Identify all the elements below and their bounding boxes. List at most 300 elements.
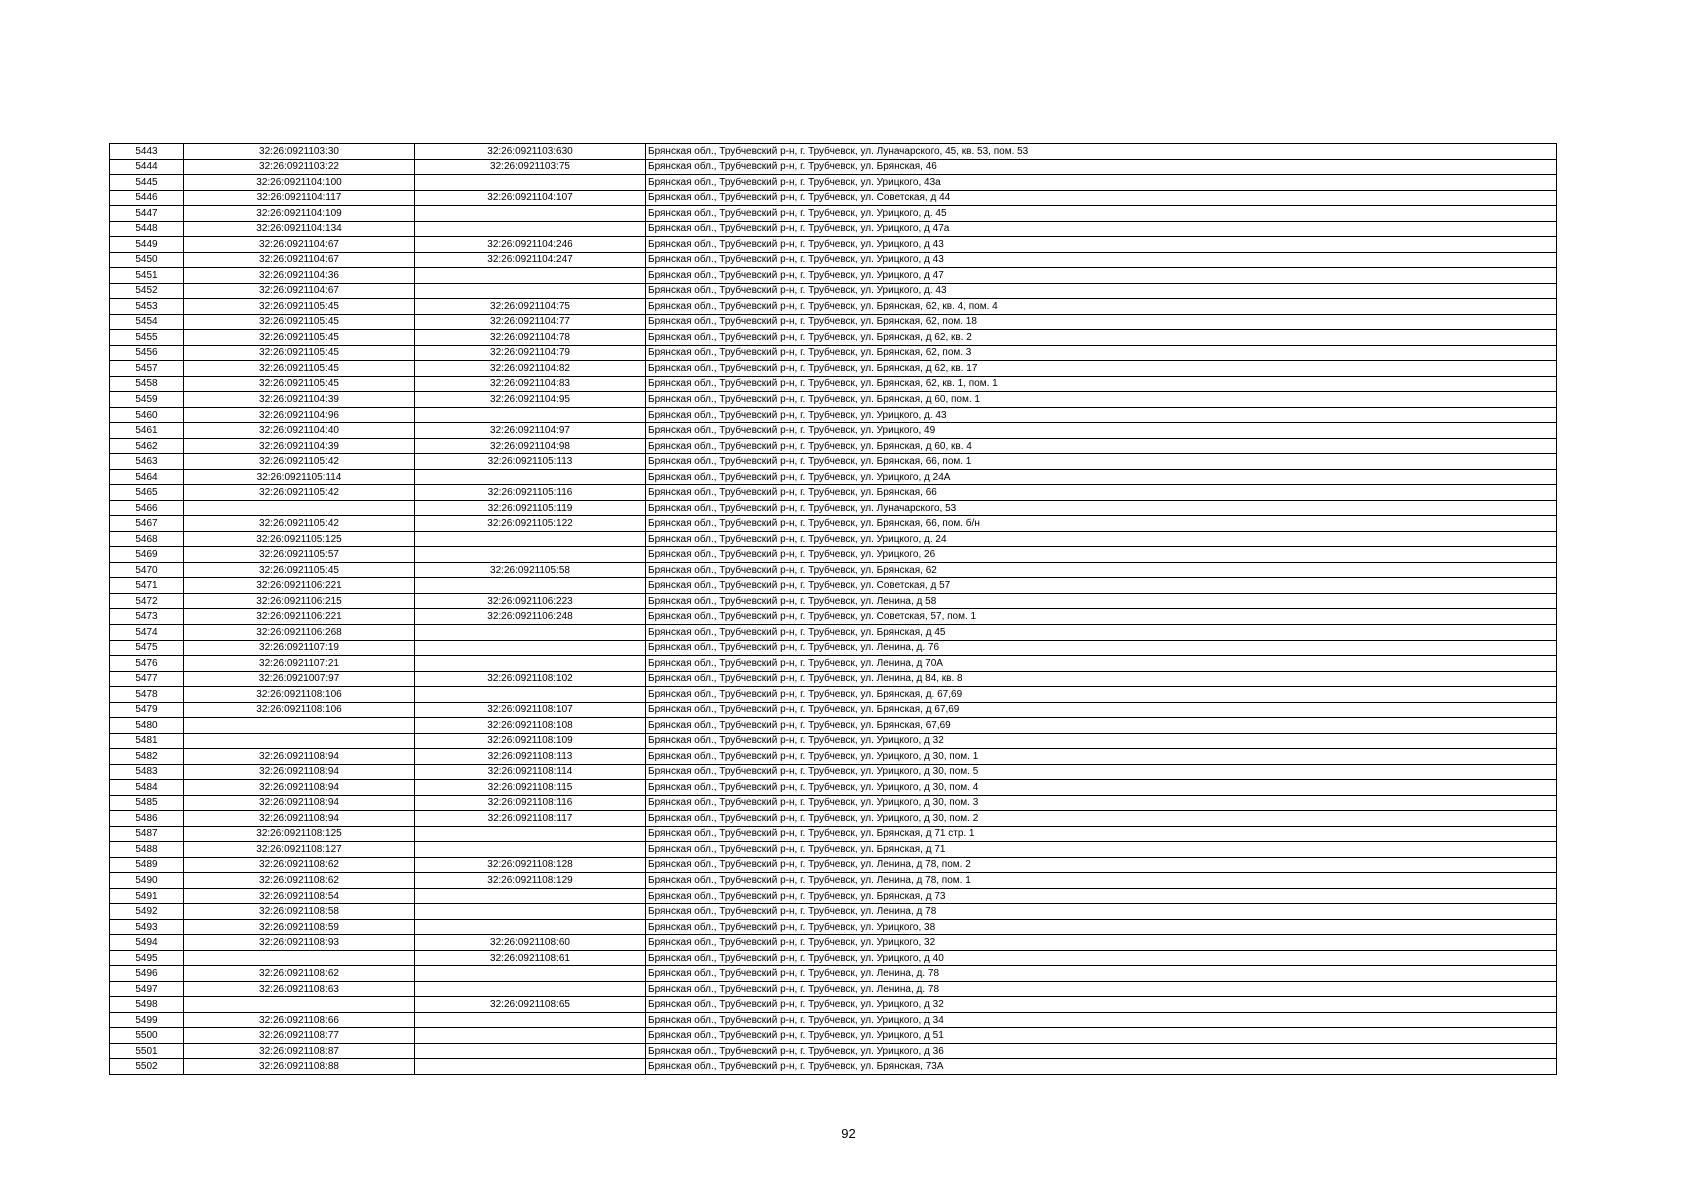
row-number-cell: 5445	[110, 175, 184, 191]
related-cadastral-number-cell: 32:26:0921108:65	[415, 997, 646, 1013]
related-cadastral-number-cell: 32:26:0921104:247	[415, 252, 646, 268]
table-row	[110, 857, 1557, 873]
table-row	[110, 175, 1557, 191]
cadastral-number-cell: 32:26:0921104:96	[184, 407, 415, 423]
related-cadastral-number-cell: 32:26:0921108:108	[415, 718, 646, 734]
table-row	[110, 842, 1557, 858]
address-cell: Брянская обл., Трубчевский р-н, г. Трубчевск, ул. Брянская, д 73	[646, 888, 1557, 904]
related-cadastral-number-cell: 32:26:0921104:83	[415, 376, 646, 392]
cadastral-number-cell: 32:26:0921108:94	[184, 749, 415, 765]
related-cadastral-number-cell	[415, 842, 646, 858]
row-number-cell: 5501	[110, 1043, 184, 1059]
table-row	[110, 919, 1557, 935]
row-number-cell: 5490	[110, 873, 184, 889]
table-row	[110, 749, 1557, 765]
related-cadastral-number-cell	[415, 919, 646, 935]
row-number-cell: 5463	[110, 454, 184, 470]
row-number-cell: 5474	[110, 624, 184, 640]
cadastral-number-cell	[184, 733, 415, 749]
cadastral-number-cell: 32:26:0921105:42	[184, 485, 415, 501]
row-number-cell: 5497	[110, 981, 184, 997]
table-row	[110, 531, 1557, 547]
cadastral-number-cell: 32:26:0921105:42	[184, 454, 415, 470]
row-number-cell: 5489	[110, 857, 184, 873]
address-cell: Брянская обл., Трубчевский р-н, г. Трубчевск, ул. Урицкого, д 32	[646, 733, 1557, 749]
cadastral-number-cell: 32:26:0921108:63	[184, 981, 415, 997]
address-cell: Брянская обл., Трубчевский р-н, г. Трубчевск, ул. Брянская, д 67,69	[646, 702, 1557, 718]
row-number-cell: 5502	[110, 1059, 184, 1075]
cadastral-number-cell: 32:26:0921108:88	[184, 1059, 415, 1075]
table-row	[110, 392, 1557, 408]
table-row	[110, 966, 1557, 982]
related-cadastral-number-cell	[415, 1012, 646, 1028]
address-cell: Брянская обл., Трубчевский р-н, г. Трубчевск, ул. Брянская, 62, пом. 3	[646, 345, 1557, 361]
table-row	[110, 438, 1557, 454]
related-cadastral-number-cell	[415, 407, 646, 423]
related-cadastral-number-cell	[415, 656, 646, 672]
cadastral-number-cell: 32:26:0921105:114	[184, 469, 415, 485]
address-cell: Брянская обл., Трубчевский р-н, г. Трубчевск, ул. Ленина, д 58	[646, 593, 1557, 609]
cadastral-number-cell: 32:26:0921108:106	[184, 702, 415, 718]
address-cell: Брянская обл., Трубчевский р-н, г. Трубчевск, ул. Брянская, 66, пом. 1	[646, 454, 1557, 470]
cadastral-number-cell: 32:26:0921105:125	[184, 531, 415, 547]
table-row	[110, 671, 1557, 687]
cadastral-number-cell: 32:26:0921108:54	[184, 888, 415, 904]
address-cell: Брянская обл., Трубчевский р-н, г. Трубчевск, ул. Ленина, д 84, кв. 8	[646, 671, 1557, 687]
related-cadastral-number-cell	[415, 1043, 646, 1059]
table-row	[110, 485, 1557, 501]
cadastral-number-cell: 32:26:0921104:109	[184, 206, 415, 222]
cadastral-number-cell: 32:26:0921103:22	[184, 159, 415, 175]
address-cell: Брянская обл., Трубчевский р-н, г. Трубчевск, ул. Брянская, 66	[646, 485, 1557, 501]
address-cell: Брянская обл., Трубчевский р-н, г. Трубчевск, ул. Брянская, 62, пом. 18	[646, 314, 1557, 330]
table-row	[110, 1028, 1557, 1044]
cadastral-number-cell: 32:26:0921106:221	[184, 609, 415, 625]
row-number-cell: 5494	[110, 935, 184, 951]
address-cell: Брянская обл., Трубчевский р-н, г. Трубчевск, ул. Ленина, д. 78	[646, 966, 1557, 982]
address-cell: Брянская обл., Трубчевский р-н, г. Трубчевск, ул. Урицкого, д 47а	[646, 221, 1557, 237]
address-cell: Брянская обл., Трубчевский р-н, г. Трубчевск, ул. Советская, д 44	[646, 190, 1557, 206]
table-row	[110, 376, 1557, 392]
cadastral-number-cell: 32:26:0921104:36	[184, 268, 415, 284]
table-row	[110, 656, 1557, 672]
cadastral-number-cell: 32:26:0921104:67	[184, 252, 415, 268]
row-number-cell: 5473	[110, 609, 184, 625]
address-cell: Брянская обл., Трубчевский р-н, г. Трубчевск, ул. Брянская, д 45	[646, 624, 1557, 640]
row-number-cell: 5455	[110, 330, 184, 346]
row-number-cell: 5476	[110, 656, 184, 672]
related-cadastral-number-cell: 32:26:0921104:78	[415, 330, 646, 346]
address-cell: Брянская обл., Трубчевский р-н, г. Трубчевск, ул. Брянская, 62, кв. 4, пом. 4	[646, 299, 1557, 315]
address-cell: Брянская обл., Трубчевский р-н, г. Трубчевск, ул. Урицкого, д. 43	[646, 283, 1557, 299]
related-cadastral-number-cell: 32:26:0921103:75	[415, 159, 646, 175]
row-number-cell: 5447	[110, 206, 184, 222]
row-number-cell: 5467	[110, 516, 184, 532]
table-row	[110, 144, 1557, 160]
address-cell: Брянская обл., Трубчевский р-н, г. Трубчевск, ул. Брянская, д 62, кв. 17	[646, 361, 1557, 377]
address-cell: Брянская обл., Трубчевский р-н, г. Трубчевск, ул. Ленина, д 70А	[646, 656, 1557, 672]
address-cell: Брянская обл., Трубчевский р-н, г. Трубчевск, ул. Урицкого, д 43	[646, 252, 1557, 268]
cadastral-number-cell: 32:26:0921105:45	[184, 299, 415, 315]
cadastral-number-cell: 32:26:0921104:39	[184, 438, 415, 454]
row-number-cell: 5481	[110, 733, 184, 749]
row-number-cell: 5479	[110, 702, 184, 718]
table-row	[110, 221, 1557, 237]
related-cadastral-number-cell: 32:26:0921105:113	[415, 454, 646, 470]
table-row	[110, 780, 1557, 796]
row-number-cell: 5485	[110, 795, 184, 811]
cadastral-number-cell: 32:26:0921104:100	[184, 175, 415, 191]
address-cell: Брянская обл., Трубчевский р-н, г. Трубчевск, ул. Брянская, 67,69	[646, 718, 1557, 734]
cadastral-number-cell: 32:26:0921108:77	[184, 1028, 415, 1044]
related-cadastral-number-cell: 32:26:0921104:95	[415, 392, 646, 408]
cadastral-number-cell: 32:26:0921105:45	[184, 330, 415, 346]
related-cadastral-number-cell: 32:26:0921104:97	[415, 423, 646, 439]
related-cadastral-number-cell: 32:26:0921108:115	[415, 780, 646, 796]
address-cell: Брянская обл., Трубчевский р-н, г. Трубчевск, ул. Урицкого, д 51	[646, 1028, 1557, 1044]
related-cadastral-number-cell	[415, 221, 646, 237]
address-cell: Брянская обл., Трубчевский р-н, г. Трубчевск, ул. Брянская, д 71	[646, 842, 1557, 858]
address-cell: Брянская обл., Трубчевский р-н, г. Трубчевск, ул. Урицкого, д 24А	[646, 469, 1557, 485]
table-row	[110, 687, 1557, 703]
related-cadastral-number-cell	[415, 888, 646, 904]
related-cadastral-number-cell	[415, 966, 646, 982]
row-number-cell: 5465	[110, 485, 184, 501]
address-cell: Брянская обл., Трубчевский р-н, г. Трубчевск, ул. Луначарского, 45, кв. 53, пом. 53	[646, 144, 1557, 160]
related-cadastral-number-cell: 32:26:0921103:630	[415, 144, 646, 160]
row-number-cell: 5493	[110, 919, 184, 935]
address-cell: Брянская обл., Трубчевский р-н, г. Трубчевск, ул. Брянская, 62	[646, 562, 1557, 578]
related-cadastral-number-cell: 32:26:0921108:128	[415, 857, 646, 873]
cadastral-number-cell: 32:26:0921105:45	[184, 345, 415, 361]
address-cell: Брянская обл., Трубчевский р-н, г. Трубчевск, ул. Урицкого, д. 43	[646, 407, 1557, 423]
address-cell: Брянская обл., Трубчевский р-н, г. Трубчевск, ул. Брянская, д 62, кв. 2	[646, 330, 1557, 346]
cadastral-number-cell: 32:26:0921104:134	[184, 221, 415, 237]
cadastral-number-cell: 32:26:0921108:62	[184, 857, 415, 873]
table-row	[110, 702, 1557, 718]
related-cadastral-number-cell: 32:26:0921104:75	[415, 299, 646, 315]
row-number-cell: 5486	[110, 811, 184, 827]
address-cell: Брянская обл., Трубчевский р-н, г. Трубчевск, ул. Луначарского, 53	[646, 500, 1557, 516]
cadastral-number-cell: 32:26:0921104:40	[184, 423, 415, 439]
related-cadastral-number-cell: 32:26:0921105:116	[415, 485, 646, 501]
row-number-cell: 5451	[110, 268, 184, 284]
cadastral-number-cell: 32:26:0921108:127	[184, 842, 415, 858]
row-number-cell: 5448	[110, 221, 184, 237]
table-row	[110, 888, 1557, 904]
row-number-cell: 5477	[110, 671, 184, 687]
address-cell: Брянская обл., Трубчевский р-н, г. Трубчевск, ул. Брянская, д 60, пом. 1	[646, 392, 1557, 408]
address-cell: Брянская обл., Трубчевский р-н, г. Трубчевск, ул. Ленина, д 78, пом. 1	[646, 873, 1557, 889]
table-row	[110, 516, 1557, 532]
row-number-cell: 5452	[110, 283, 184, 299]
row-number-cell: 5482	[110, 749, 184, 765]
row-number-cell: 5491	[110, 888, 184, 904]
related-cadastral-number-cell: 32:26:0921105:122	[415, 516, 646, 532]
table-row	[110, 206, 1557, 222]
table-row	[110, 237, 1557, 253]
address-cell: Брянская обл., Трубчевский р-н, г. Трубчевск, ул. Урицкого, 32	[646, 935, 1557, 951]
address-cell: Брянская обл., Трубчевский р-н, г. Трубчевск, ул. Урицкого, д 30, пом. 3	[646, 795, 1557, 811]
address-cell: Брянская обл., Трубчевский р-н, г. Трубчевск, ул. Брянская, д 60, кв. 4	[646, 438, 1557, 454]
cadastral-number-cell: 32:26:0921108:62	[184, 966, 415, 982]
address-cell: Брянская обл., Трубчевский р-н, г. Трубчевск, ул. Урицкого, д 36	[646, 1043, 1557, 1059]
address-cell: Брянская обл., Трубчевский р-н, г. Трубчевск, ул. Брянская, 73А	[646, 1059, 1557, 1075]
related-cadastral-number-cell	[415, 578, 646, 594]
table-row	[110, 423, 1557, 439]
address-cell: Брянская обл., Трубчевский р-н, г. Трубчевск, ул. Урицкого, 26	[646, 547, 1557, 563]
table-row	[110, 330, 1557, 346]
row-number-cell: 5453	[110, 299, 184, 315]
table-row	[110, 733, 1557, 749]
row-number-cell: 5464	[110, 469, 184, 485]
row-number-cell: 5456	[110, 345, 184, 361]
cadastral-number-cell	[184, 950, 415, 966]
table-row	[110, 361, 1557, 377]
address-cell: Брянская обл., Трубчевский р-н, г. Трубчевск, ул. Урицкого, д. 45	[646, 206, 1557, 222]
table-row	[110, 159, 1557, 175]
address-cell: Брянская обл., Трубчевский р-н, г. Трубчевск, ул. Урицкого, д 30, пом. 2	[646, 811, 1557, 827]
table-row	[110, 981, 1557, 997]
address-cell: Брянская обл., Трубчевский р-н, г. Трубчевск, ул. Урицкого, д 43	[646, 237, 1557, 253]
related-cadastral-number-cell	[415, 826, 646, 842]
address-cell: Брянская обл., Трубчевский р-н, г. Трубчевск, ул. Ленина, д 78	[646, 904, 1557, 920]
table-row	[110, 950, 1557, 966]
address-cell: Брянская обл., Трубчевский р-н, г. Трубчевск, ул. Ленина, д. 78	[646, 981, 1557, 997]
related-cadastral-number-cell: 32:26:0921108:61	[415, 950, 646, 966]
related-cadastral-number-cell: 32:26:0921104:79	[415, 345, 646, 361]
row-number-cell: 5462	[110, 438, 184, 454]
table-row	[110, 811, 1557, 827]
cadastral-number-cell	[184, 718, 415, 734]
table-row	[110, 190, 1557, 206]
table-row	[110, 904, 1557, 920]
row-number-cell: 5500	[110, 1028, 184, 1044]
cadastral-number-cell	[184, 997, 415, 1013]
related-cadastral-number-cell: 32:26:0921106:248	[415, 609, 646, 625]
row-number-cell: 5454	[110, 314, 184, 330]
page-number: 92	[841, 1126, 856, 1141]
related-cadastral-number-cell: 32:26:0921108:109	[415, 733, 646, 749]
address-cell: Брянская обл., Трубчевский р-н, г. Трубчевск, ул. Урицкого, д 30, пом. 4	[646, 780, 1557, 796]
table-row	[110, 268, 1557, 284]
row-number-cell: 5443	[110, 144, 184, 160]
address-cell: Брянская обл., Трубчевский р-н, г. Трубчевск, ул. Урицкого, д 47	[646, 268, 1557, 284]
table-row	[110, 500, 1557, 516]
cadastral-number-cell: 32:26:0921108:62	[184, 873, 415, 889]
row-number-cell: 5446	[110, 190, 184, 206]
related-cadastral-number-cell: 32:26:0921105:58	[415, 562, 646, 578]
address-cell: Брянская обл., Трубчевский р-н, г. Трубчевск, ул. Брянская, 66, пом. б/н	[646, 516, 1557, 532]
row-number-cell: 5458	[110, 376, 184, 392]
cadastral-number-cell: 32:26:0921108:106	[184, 687, 415, 703]
cadastral-number-cell	[184, 500, 415, 516]
cadastral-number-cell: 32:26:0921108:59	[184, 919, 415, 935]
related-cadastral-number-cell: 32:26:0921108:129	[415, 873, 646, 889]
address-cell: Брянская обл., Трубчевский р-н, г. Трубчевск, ул. Ленина, д. 76	[646, 640, 1557, 656]
table-row	[110, 640, 1557, 656]
related-cadastral-number-cell: 32:26:0921108:114	[415, 764, 646, 780]
table-row	[110, 795, 1557, 811]
related-cadastral-number-cell	[415, 687, 646, 703]
row-number-cell: 5466	[110, 500, 184, 516]
table-row	[110, 873, 1557, 889]
table-row	[110, 718, 1557, 734]
address-cell: Брянская обл., Трубчевский р-н, г. Трубчевск, ул. Урицкого, д 40	[646, 950, 1557, 966]
related-cadastral-number-cell	[415, 268, 646, 284]
row-number-cell: 5471	[110, 578, 184, 594]
cadastral-number-cell: 32:26:0921007:97	[184, 671, 415, 687]
row-number-cell: 5449	[110, 237, 184, 253]
row-number-cell: 5487	[110, 826, 184, 842]
cadastral-number-cell: 32:26:0921108:66	[184, 1012, 415, 1028]
related-cadastral-number-cell	[415, 904, 646, 920]
table-row	[110, 469, 1557, 485]
row-number-cell: 5459	[110, 392, 184, 408]
table-row	[110, 547, 1557, 563]
address-cell: Брянская обл., Трубчевский р-н, г. Трубчевск, ул. Урицкого, 49	[646, 423, 1557, 439]
cadastral-number-cell: 32:26:0921108:94	[184, 795, 415, 811]
related-cadastral-number-cell: 32:26:0921108:116	[415, 795, 646, 811]
address-cell: Брянская обл., Трубчевский р-н, г. Трубчевск, ул. Советская, д 57	[646, 578, 1557, 594]
row-number-cell: 5457	[110, 361, 184, 377]
table-row	[110, 1012, 1557, 1028]
cadastral-number-cell: 32:26:0921108:94	[184, 780, 415, 796]
table-row	[110, 826, 1557, 842]
address-cell: Брянская обл., Трубчевский р-н, г. Трубчевск, ул. Брянская, д. 67,69	[646, 687, 1557, 703]
cadastral-number-cell: 32:26:0921106:268	[184, 624, 415, 640]
cadastral-number-cell: 32:26:0921106:215	[184, 593, 415, 609]
table-row	[110, 1059, 1557, 1075]
row-number-cell: 5444	[110, 159, 184, 175]
row-number-cell: 5475	[110, 640, 184, 656]
related-cadastral-number-cell: 32:26:0921104:82	[415, 361, 646, 377]
row-number-cell: 5470	[110, 562, 184, 578]
address-cell: Брянская обл., Трубчевский р-н, г. Трубчевск, ул. Урицкого, д 30, пом. 1	[646, 749, 1557, 765]
cadastral-number-cell: 32:26:0921108:125	[184, 826, 415, 842]
related-cadastral-number-cell: 32:26:0921108:102	[415, 671, 646, 687]
cadastral-number-cell: 32:26:0921105:45	[184, 562, 415, 578]
row-number-cell: 5461	[110, 423, 184, 439]
table-row	[110, 593, 1557, 609]
table-row	[110, 935, 1557, 951]
row-number-cell: 5460	[110, 407, 184, 423]
row-number-cell: 5450	[110, 252, 184, 268]
cadastral-number-cell: 32:26:0921103:30	[184, 144, 415, 160]
related-cadastral-number-cell: 32:26:0921104:246	[415, 237, 646, 253]
cadastral-number-cell: 32:26:0921107:21	[184, 656, 415, 672]
address-cell: Брянская обл., Трубчевский р-н, г. Трубчевск, ул. Советская, 57, пом. 1	[646, 609, 1557, 625]
row-number-cell: 5480	[110, 718, 184, 734]
related-cadastral-number-cell	[415, 981, 646, 997]
table-row	[110, 562, 1557, 578]
address-cell: Брянская обл., Трубчевский р-н, г. Трубчевск, ул. Урицкого, д 34	[646, 1012, 1557, 1028]
table-row	[110, 997, 1557, 1013]
cadastral-number-cell: 32:26:0921105:45	[184, 376, 415, 392]
address-cell: Брянская обл., Трубчевский р-н, г. Трубчевск, ул. Урицкого, д 32	[646, 997, 1557, 1013]
table-row	[110, 314, 1557, 330]
cadastral-number-cell: 32:26:0921105:45	[184, 361, 415, 377]
related-cadastral-number-cell	[415, 175, 646, 191]
table-row	[110, 407, 1557, 423]
table-row	[110, 454, 1557, 470]
related-cadastral-number-cell: 32:26:0921104:107	[415, 190, 646, 206]
register-table-body	[110, 144, 1557, 1075]
related-cadastral-number-cell	[415, 1028, 646, 1044]
row-number-cell: 5496	[110, 966, 184, 982]
table-row	[110, 283, 1557, 299]
table-row	[110, 345, 1557, 361]
row-number-cell: 5469	[110, 547, 184, 563]
related-cadastral-number-cell: 32:26:0921106:223	[415, 593, 646, 609]
related-cadastral-number-cell: 32:26:0921108:60	[415, 935, 646, 951]
cadastral-number-cell: 32:26:0921104:117	[184, 190, 415, 206]
address-cell: Брянская обл., Трубчевский р-н, г. Трубчевск, ул. Брянская, 62, кв. 1, пом. 1	[646, 376, 1557, 392]
related-cadastral-number-cell	[415, 531, 646, 547]
related-cadastral-number-cell: 32:26:0921104:77	[415, 314, 646, 330]
related-cadastral-number-cell	[415, 624, 646, 640]
row-number-cell: 5492	[110, 904, 184, 920]
address-cell: Брянская обл., Трубчевский р-н, г. Трубчевск, ул. Урицкого, д. 24	[646, 531, 1557, 547]
row-number-cell: 5478	[110, 687, 184, 703]
address-cell: Брянская обл., Трубчевский р-н, г. Трубчевск, ул. Брянская, д 71 стр. 1	[646, 826, 1557, 842]
register-table	[109, 143, 1557, 1075]
row-number-cell: 5483	[110, 764, 184, 780]
cadastral-number-cell: 32:26:0921108:94	[184, 764, 415, 780]
address-cell: Брянская обл., Трубчевский р-н, г. Трубчевск, ул. Урицкого, д 30, пом. 5	[646, 764, 1557, 780]
row-number-cell: 5498	[110, 997, 184, 1013]
row-number-cell: 5488	[110, 842, 184, 858]
table-row	[110, 624, 1557, 640]
row-number-cell: 5499	[110, 1012, 184, 1028]
cadastral-number-cell: 32:26:0921108:58	[184, 904, 415, 920]
row-number-cell: 5484	[110, 780, 184, 796]
cadastral-number-cell: 32:26:0921105:57	[184, 547, 415, 563]
table-row	[110, 764, 1557, 780]
cadastral-number-cell: 32:26:0921104:67	[184, 283, 415, 299]
address-cell: Брянская обл., Трубчевский р-н, г. Трубчевск, ул. Брянская, 46	[646, 159, 1557, 175]
related-cadastral-number-cell	[415, 1059, 646, 1075]
related-cadastral-number-cell: 32:26:0921108:113	[415, 749, 646, 765]
table-row	[110, 299, 1557, 315]
cadastral-number-cell: 32:26:0921108:87	[184, 1043, 415, 1059]
related-cadastral-number-cell	[415, 283, 646, 299]
table-row	[110, 252, 1557, 268]
row-number-cell: 5468	[110, 531, 184, 547]
related-cadastral-number-cell	[415, 547, 646, 563]
cadastral-number-cell: 32:26:0921108:93	[184, 935, 415, 951]
cadastral-number-cell: 32:26:0921104:67	[184, 237, 415, 253]
address-cell: Брянская обл., Трубчевский р-н, г. Трубчевск, ул. Урицкого, 38	[646, 919, 1557, 935]
cadastral-number-cell: 32:26:0921105:42	[184, 516, 415, 532]
cadastral-number-cell: 32:26:0921108:94	[184, 811, 415, 827]
related-cadastral-number-cell	[415, 469, 646, 485]
cadastral-number-cell: 32:26:0921107:19	[184, 640, 415, 656]
related-cadastral-number-cell: 32:26:0921108:107	[415, 702, 646, 718]
table-row	[110, 1043, 1557, 1059]
related-cadastral-number-cell	[415, 206, 646, 222]
row-number-cell: 5472	[110, 593, 184, 609]
related-cadastral-number-cell: 32:26:0921105:119	[415, 500, 646, 516]
related-cadastral-number-cell: 32:26:0921104:98	[415, 438, 646, 454]
related-cadastral-number-cell	[415, 640, 646, 656]
cadastral-number-cell: 32:26:0921105:45	[184, 314, 415, 330]
address-cell: Брянская обл., Трубчевский р-н, г. Трубчевск, ул. Урицкого, 43а	[646, 175, 1557, 191]
cadastral-number-cell: 32:26:0921104:39	[184, 392, 415, 408]
table-row	[110, 609, 1557, 625]
row-number-cell: 5495	[110, 950, 184, 966]
cadastral-number-cell: 32:26:0921106:221	[184, 578, 415, 594]
